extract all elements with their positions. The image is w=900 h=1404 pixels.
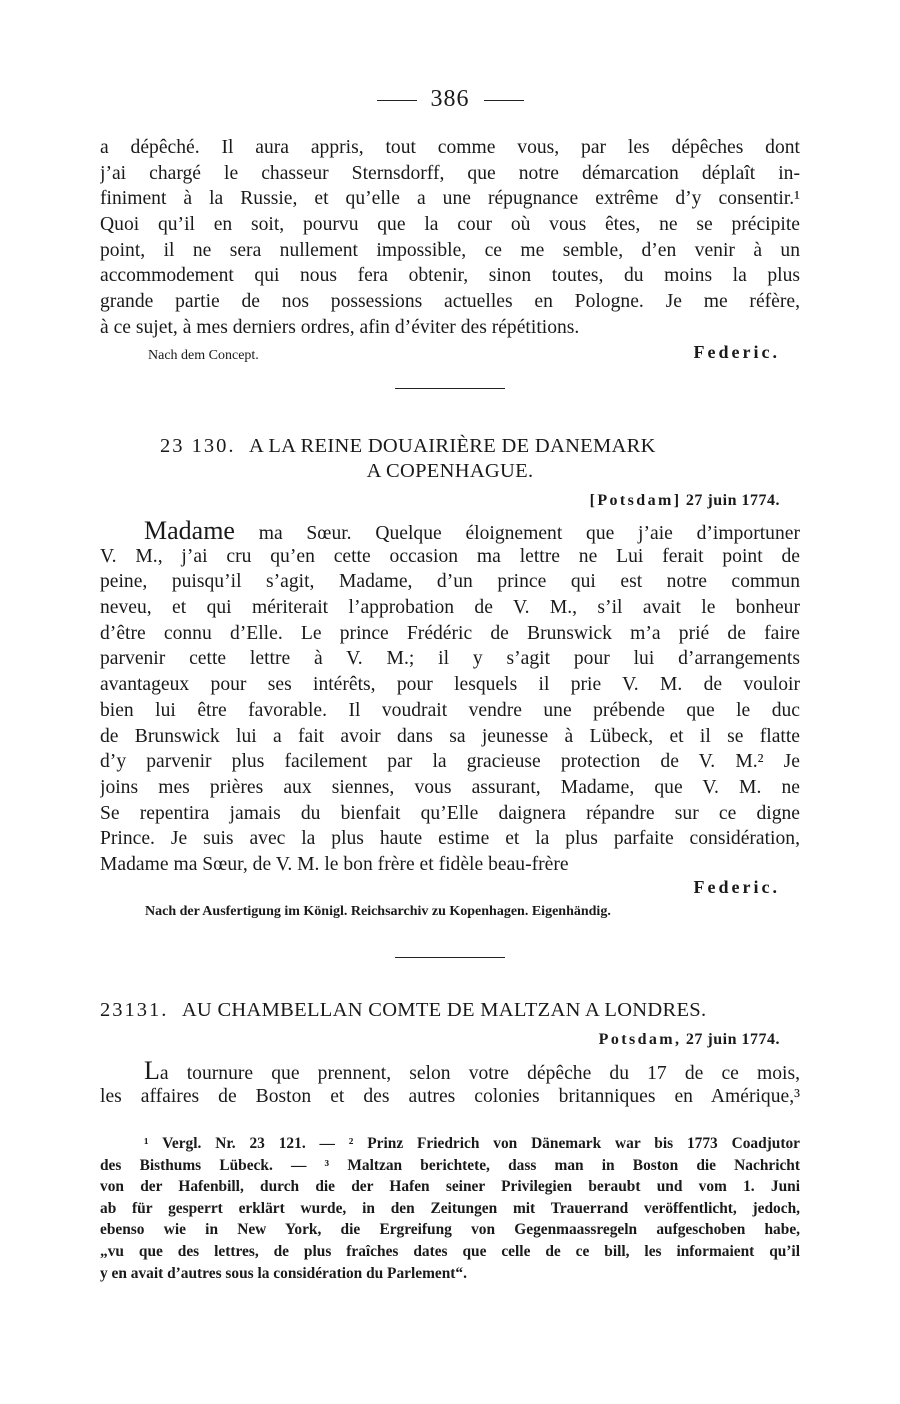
dateline-place: Potsdam,: [598, 1031, 682, 1048]
body-line: les affaires de Boston et des autres colonies britanniques en Amérique,³: [100, 1085, 800, 1107]
first-word: Madame: [144, 518, 235, 544]
body-line: à ce sujet, à mes derniers ordres, afin d’éviter des répétitions.: [100, 316, 580, 338]
body-line: j’ai chargé le chasseur Sternsdorff, que notre démarcation déplaît in-: [100, 162, 800, 184]
body-line: [100, 1058, 800, 1084]
page-number: 386: [430, 86, 470, 112]
header-rule-left: [377, 100, 417, 101]
section-divider: [395, 957, 505, 958]
header-rule-right: [484, 100, 524, 101]
body-line: Quoi qu’il en soit, pourvu que la cour où vous êtes, ne se précipite: [100, 214, 800, 236]
body-line: Madame ma Sœur, de V. M. le bon frère et fidèle beau-frère: [100, 853, 569, 875]
footnote-line: von der Hafenbill, durch die der Hafen seiner Privilegien beraubt und vom 1. Juni: [100, 1178, 800, 1196]
footnote-line: ab für gesperrt erklärt wurde, in den Zeitungen mit Trauerrand veröffentlicht, jedoch,: [100, 1199, 800, 1217]
body-line: [100, 518, 800, 544]
source-note: Nach dem Concept.: [148, 348, 259, 363]
body-line: avantageux pour ses intérêts, pour lesquels il prie V. M. de vouloir: [100, 674, 800, 696]
previous-letter-continuation: [100, 135, 800, 341]
dateline: [480, 492, 780, 510]
letter-number: 23 130.: [160, 435, 236, 457]
body-line: joins mes prières aux siennes, vous assurant, Madame, que V. M. ne: [100, 776, 800, 798]
footnote-line: ebenso wie in New York, die Ergreifung von Gegenmaassregeln aufgeschoben habe,: [100, 1221, 800, 1239]
body-line: bien lui être favorable. Il voudrait vendre une prébende que le duc: [100, 699, 800, 721]
body-line: V. M., j’ai cru qu’en cette occasion ma lettre ne Lui ferait point de: [100, 545, 800, 567]
body-line: neveu, et qui mériterait l’approbation de V. M., s’il avait le bonheur: [100, 597, 800, 619]
footnote-line: des Bisthums Lübeck. — ³ Maltzan berichtete, dass man in Boston die Nachricht: [100, 1156, 800, 1174]
page-header: [0, 86, 900, 113]
body-line: d’y parvenir plus facilement par la gracieuse protection de V. M.² Je: [100, 751, 800, 773]
body-line: grande partie de nos possessions actuelles en Pologne. Je me réfère,: [100, 291, 800, 313]
dateline-date: 27 juin 1774.: [685, 492, 780, 509]
letter-title-line2: A COPENHAGUE.: [366, 460, 534, 482]
body-line: peine, puisqu’il s’agit, Madame, d’un prince qui est notre commun: [100, 571, 800, 593]
letter-number: 23131.: [100, 999, 169, 1021]
body-line: accommodement qui nous fera obtenir, sinon toutes, du moins la plus: [100, 265, 800, 287]
body-line: point, il ne sera nullement impossible, ce me semble, d’en venir à un: [100, 239, 800, 261]
body-line: Prince. Je suis avec la plus haute estime et la plus parfaite considération,: [100, 828, 800, 850]
body-line: finiment à la Russie, et qu’elle a une répugnance extrême d’y consentir.¹: [100, 188, 800, 210]
letter-title-line1: A LA REINE DOUAIRIÈRE DE DANEMARK: [248, 435, 656, 457]
letter-heading: [100, 998, 800, 1023]
dateline: [480, 1031, 780, 1049]
letter-body: [100, 518, 800, 878]
body-line: d’être connu d’Elle. Le prince Frédéric de Brunswick m’a prié de faire: [100, 622, 800, 644]
body-line: parvenir cette lettre à V. M.; il y s’agit pour lui d’arrangements: [100, 648, 800, 670]
letter-title: AU CHAMBELLAN COMTE DE MALTZAN A LONDRES.: [181, 999, 707, 1021]
letter-body: [100, 1058, 800, 1109]
first-line-text: ma Sœur. Quelque éloignement que j’aie d’importuner: [234, 523, 800, 544]
footnote-line: „vu que des lettres, de plus fraîches dates que celle de ce bill, les informaient qu’il: [100, 1242, 800, 1260]
dateline-date: 27 juin 1774.: [685, 1031, 780, 1048]
body-line: a dépêché. Il aura appris, tout comme vous, par les dépêches dont: [100, 137, 800, 158]
first-line-text: a tournure que prennent, selon votre dépêche du 17 de ce mois,: [159, 1063, 800, 1084]
section-divider: [395, 388, 505, 389]
footnote-line: ¹ Vergl. Nr. 23 121. — ² Prinz Friedrich von Dänemark war bis 1773 Coadjutor: [144, 1135, 800, 1152]
footnotes: [100, 1133, 800, 1284]
body-line: Se repentira jamais du bienfait qu’Elle daignera répandre sur ce digne: [100, 802, 800, 824]
footnote-line: y en avait d’autres sous la considération du Parlement“.: [100, 1264, 467, 1282]
source-note: Nach der Ausfertigung im Königl. Reichsarchiv zu Kopenhagen. Eigenhändig.: [145, 904, 611, 919]
letter-heading: [160, 434, 760, 459]
dateline-place: [Potsdam]: [589, 492, 682, 509]
body-line: de Brunswick lui a fait avoir dans sa jeunesse à Lübeck, et il se flatte: [100, 725, 800, 747]
signature: Federic.: [693, 877, 780, 897]
signature: Federic.: [693, 342, 780, 362]
first-letter: L: [144, 1058, 160, 1084]
